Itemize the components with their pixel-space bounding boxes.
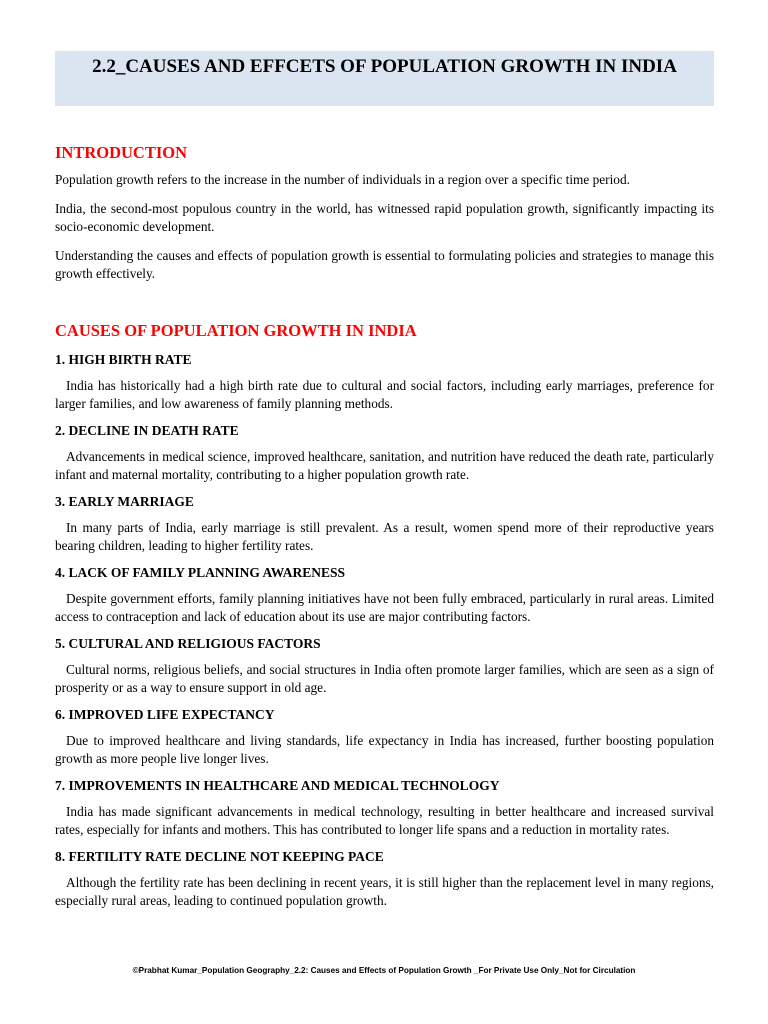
cause-title: 4. LACK OF FAMILY PLANNING AWARENESS (55, 564, 346, 580)
cause-title: 2. DECLINE IN DEATH RATE (55, 422, 239, 438)
intro-paragraph: India, the second-most populous country in the world, has witnessed rapid population growth, significantly impacting its socio-economic development. (55, 200, 714, 234)
cause-title: 5. CULTURAL AND RELIGIOUS FACTORS (55, 635, 321, 651)
cause-text: Despite government efforts, family planning initiatives have not been fully embraced, particularly in rural areas. Limited access to contraception and lack of education about its use are major contributing factors. (55, 590, 714, 624)
cause-text: Although the fertility rate has been declining in recent years, it is still higher than the replacement level in many regions, especially rural areas, leading to continued population growth. (55, 874, 714, 908)
intro-paragraph: Population growth refers to the increase in the number of individuals in a region over a specific time period. (55, 172, 630, 187)
cause-text: India has historically had a high birth rate due to cultural and social factors, including early marriages, preference for larger families, and low awareness of family planning methods. (55, 377, 714, 411)
cause-text: Due to improved healthcare and living standards, life expectancy in India has increased, further boosting population growth as more people live longer lives. (55, 732, 714, 766)
document-page (55, 51, 714, 911)
introduction-heading: INTRODUCTION (55, 143, 188, 162)
cause-title: 8. FERTILITY RATE DECLINE NOT KEEPING PACE (55, 848, 384, 864)
cause-title: 7. IMPROVEMENTS IN HEALTHCARE AND MEDICAL TECHNOLOGY (55, 777, 500, 793)
intro-paragraph: Understanding the causes and effects of population growth is essential to formulating policies and strategies to manage this growth effectively. (55, 247, 714, 281)
cause-title: 3. EARLY MARRIAGE (55, 493, 194, 509)
page-footer: ©Prabhat Kumar_Population Geography_2.2: Causes and Effects of Population Growth _For Private Use Only_Not for Circulation (132, 966, 636, 975)
cause-text: In many parts of India, early marriage is still prevalent. As a result, women spend more of their reproductive years bearing children, leading to higher fertility rates. (55, 519, 714, 553)
cause-text: Advancements in medical science, improved healthcare, sanitation, and nutrition have reduced the death rate, particularly infant and maternal mortality, contributing to a higher population growth rate. (55, 448, 714, 482)
cause-text: India has made significant advancements in medical technology, resulting in better healthcare and increased survival rates, especially for infants and mothers. This has contributed to longer life spans and a reduction in mortality rates. (55, 803, 714, 837)
cause-title: 1. HIGH BIRTH RATE (55, 351, 192, 367)
cause-title: 6. IMPROVED LIFE EXPECTANCY (55, 706, 275, 722)
causes-heading: CAUSES OF POPULATION GROWTH IN INDIA (55, 320, 417, 340)
document-title: 2.2_CAUSES AND EFFCETS OF POPULATION GROWTH IN INDIA (55, 51, 714, 106)
cause-text: Cultural norms, religious beliefs, and social structures in India often promote larger families, which are seen as a sign of prosperity or as a way to ensure support in old age. (55, 661, 714, 695)
